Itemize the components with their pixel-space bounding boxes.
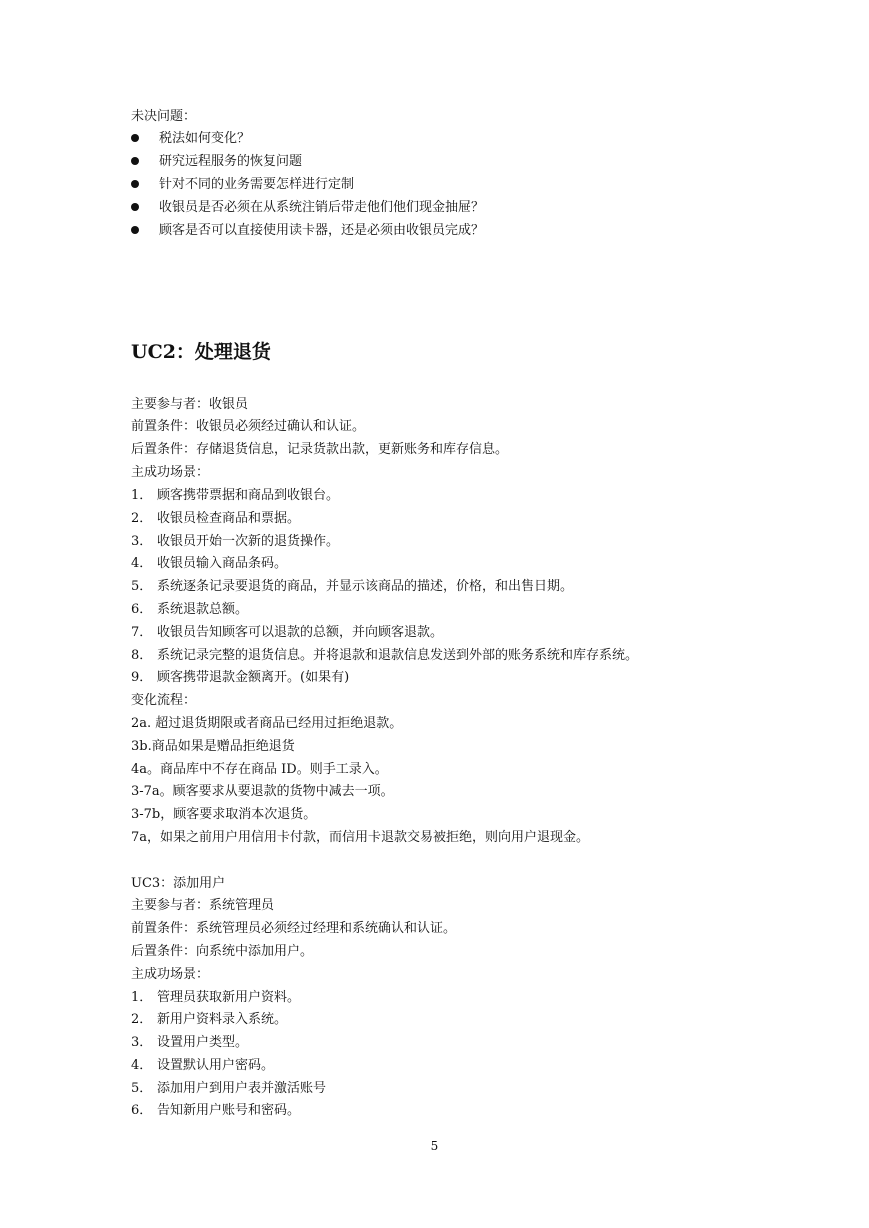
uc2-primary-actor: 主要参与者：收银员 [131, 397, 249, 412]
open-issues-title: 未决问题： [131, 109, 197, 124]
uc3-step: 4． 设置默认用户密码。 [131, 1058, 275, 1073]
uc2-postcondition: 后置条件：存储退货信息，记录货款出款，更新账务和库存信息。 [131, 442, 509, 457]
bullet-item: 税法如何变化？ [131, 131, 250, 147]
uc3-step: 3． 设置用户类型。 [131, 1035, 249, 1050]
uc2-step: 1． 顾客携带票据和商品到收银台。 [131, 488, 340, 503]
uc3-precondition: 前置条件：系统管理员必须经过经理和系统确认和认证。 [131, 921, 457, 936]
uc2-extension: 4a。商品库中不存在商品 ID。则手工录入。 [131, 762, 388, 777]
bullet-item: 顾客是否可以直接使用读卡器，还是必须由收银员完成？ [131, 223, 484, 239]
bullet-item: 研究远程服务的恢复问题 [131, 154, 302, 170]
uc3-step: 1． 管理员获取新用户资料。 [131, 990, 301, 1005]
uc3-step: 2． 新用户资料录入系统。 [131, 1012, 288, 1027]
uc2-precondition: 前置条件：收银员必须经过确认和认证。 [131, 419, 366, 434]
uc2-step: 6． 系统退款总额。 [131, 602, 249, 617]
uc2-extension: 7a，如果之前用户用信用卡付款，而信用卡退款交易被拒绝，则向用户退现金。 [131, 830, 590, 845]
bullet-item: 收银员是否必须在从系统注销后带走他们他们现金抽屉？ [131, 200, 484, 216]
uc3-main-scenario-title: 主成功场景： [131, 967, 210, 982]
uc2-step: 4． 收银员输入商品条码。 [131, 556, 288, 571]
uc3-step: 5． 添加用户到用户表并激活账号 [131, 1081, 327, 1096]
uc3-postcondition: 后置条件：向系统中添加用户。 [131, 944, 314, 959]
uc3-primary-actor: 主要参与者：系统管理员 [131, 898, 275, 913]
uc2-main-scenario-title: 主成功场景： [131, 465, 210, 480]
uc2-extensions-title: 变化流程： [131, 693, 197, 708]
uc3-heading: UC3：添加用户 [131, 876, 226, 891]
bullet-dot-icon [131, 203, 139, 211]
bullet-dot-icon [131, 180, 139, 188]
uc2-step: 2． 收银员检查商品和票据。 [131, 511, 301, 526]
uc2-step: 9． 顾客携带退款金额离开。(如果有) [131, 670, 350, 685]
uc2-extension: 3-7a。顾客要求从要退款的货物中减去一项。 [131, 784, 394, 799]
uc2-step: 3． 收银员开始一次新的退货操作。 [131, 534, 340, 549]
uc2-extension: 3b.商品如果是赠品拒绝退货 [131, 739, 295, 754]
bullet-item: 针对不同的业务需要怎样进行定制 [131, 177, 354, 193]
uc2-step: 8． 系统记录完整的退货信息。并将退款和退款信息发送到外部的账务系统和库存系统。 [131, 648, 639, 663]
uc2-extension: 3-7b，顾客要求取消本次退货。 [131, 807, 317, 822]
uc2-step: 5． 系统逐条记录要退货的商品，并显示该商品的描述，价格，和出售日期。 [131, 579, 574, 594]
bullet-dot-icon [131, 226, 139, 234]
bullet-dot-icon [131, 157, 139, 165]
bullet-dot-icon [131, 134, 139, 142]
uc2-heading: UC2：处理退货 [131, 341, 271, 363]
page-number: 5 [430, 1139, 439, 1153]
uc2-step: 7． 收银员告知顾客可以退款的总额，并向顾客退款。 [131, 625, 444, 640]
uc2-extension: 2a. 超过退货期限或者商品已经用过拒绝退款。 [131, 716, 403, 731]
uc3-step: 6． 告知新用户账号和密码。 [131, 1103, 301, 1118]
